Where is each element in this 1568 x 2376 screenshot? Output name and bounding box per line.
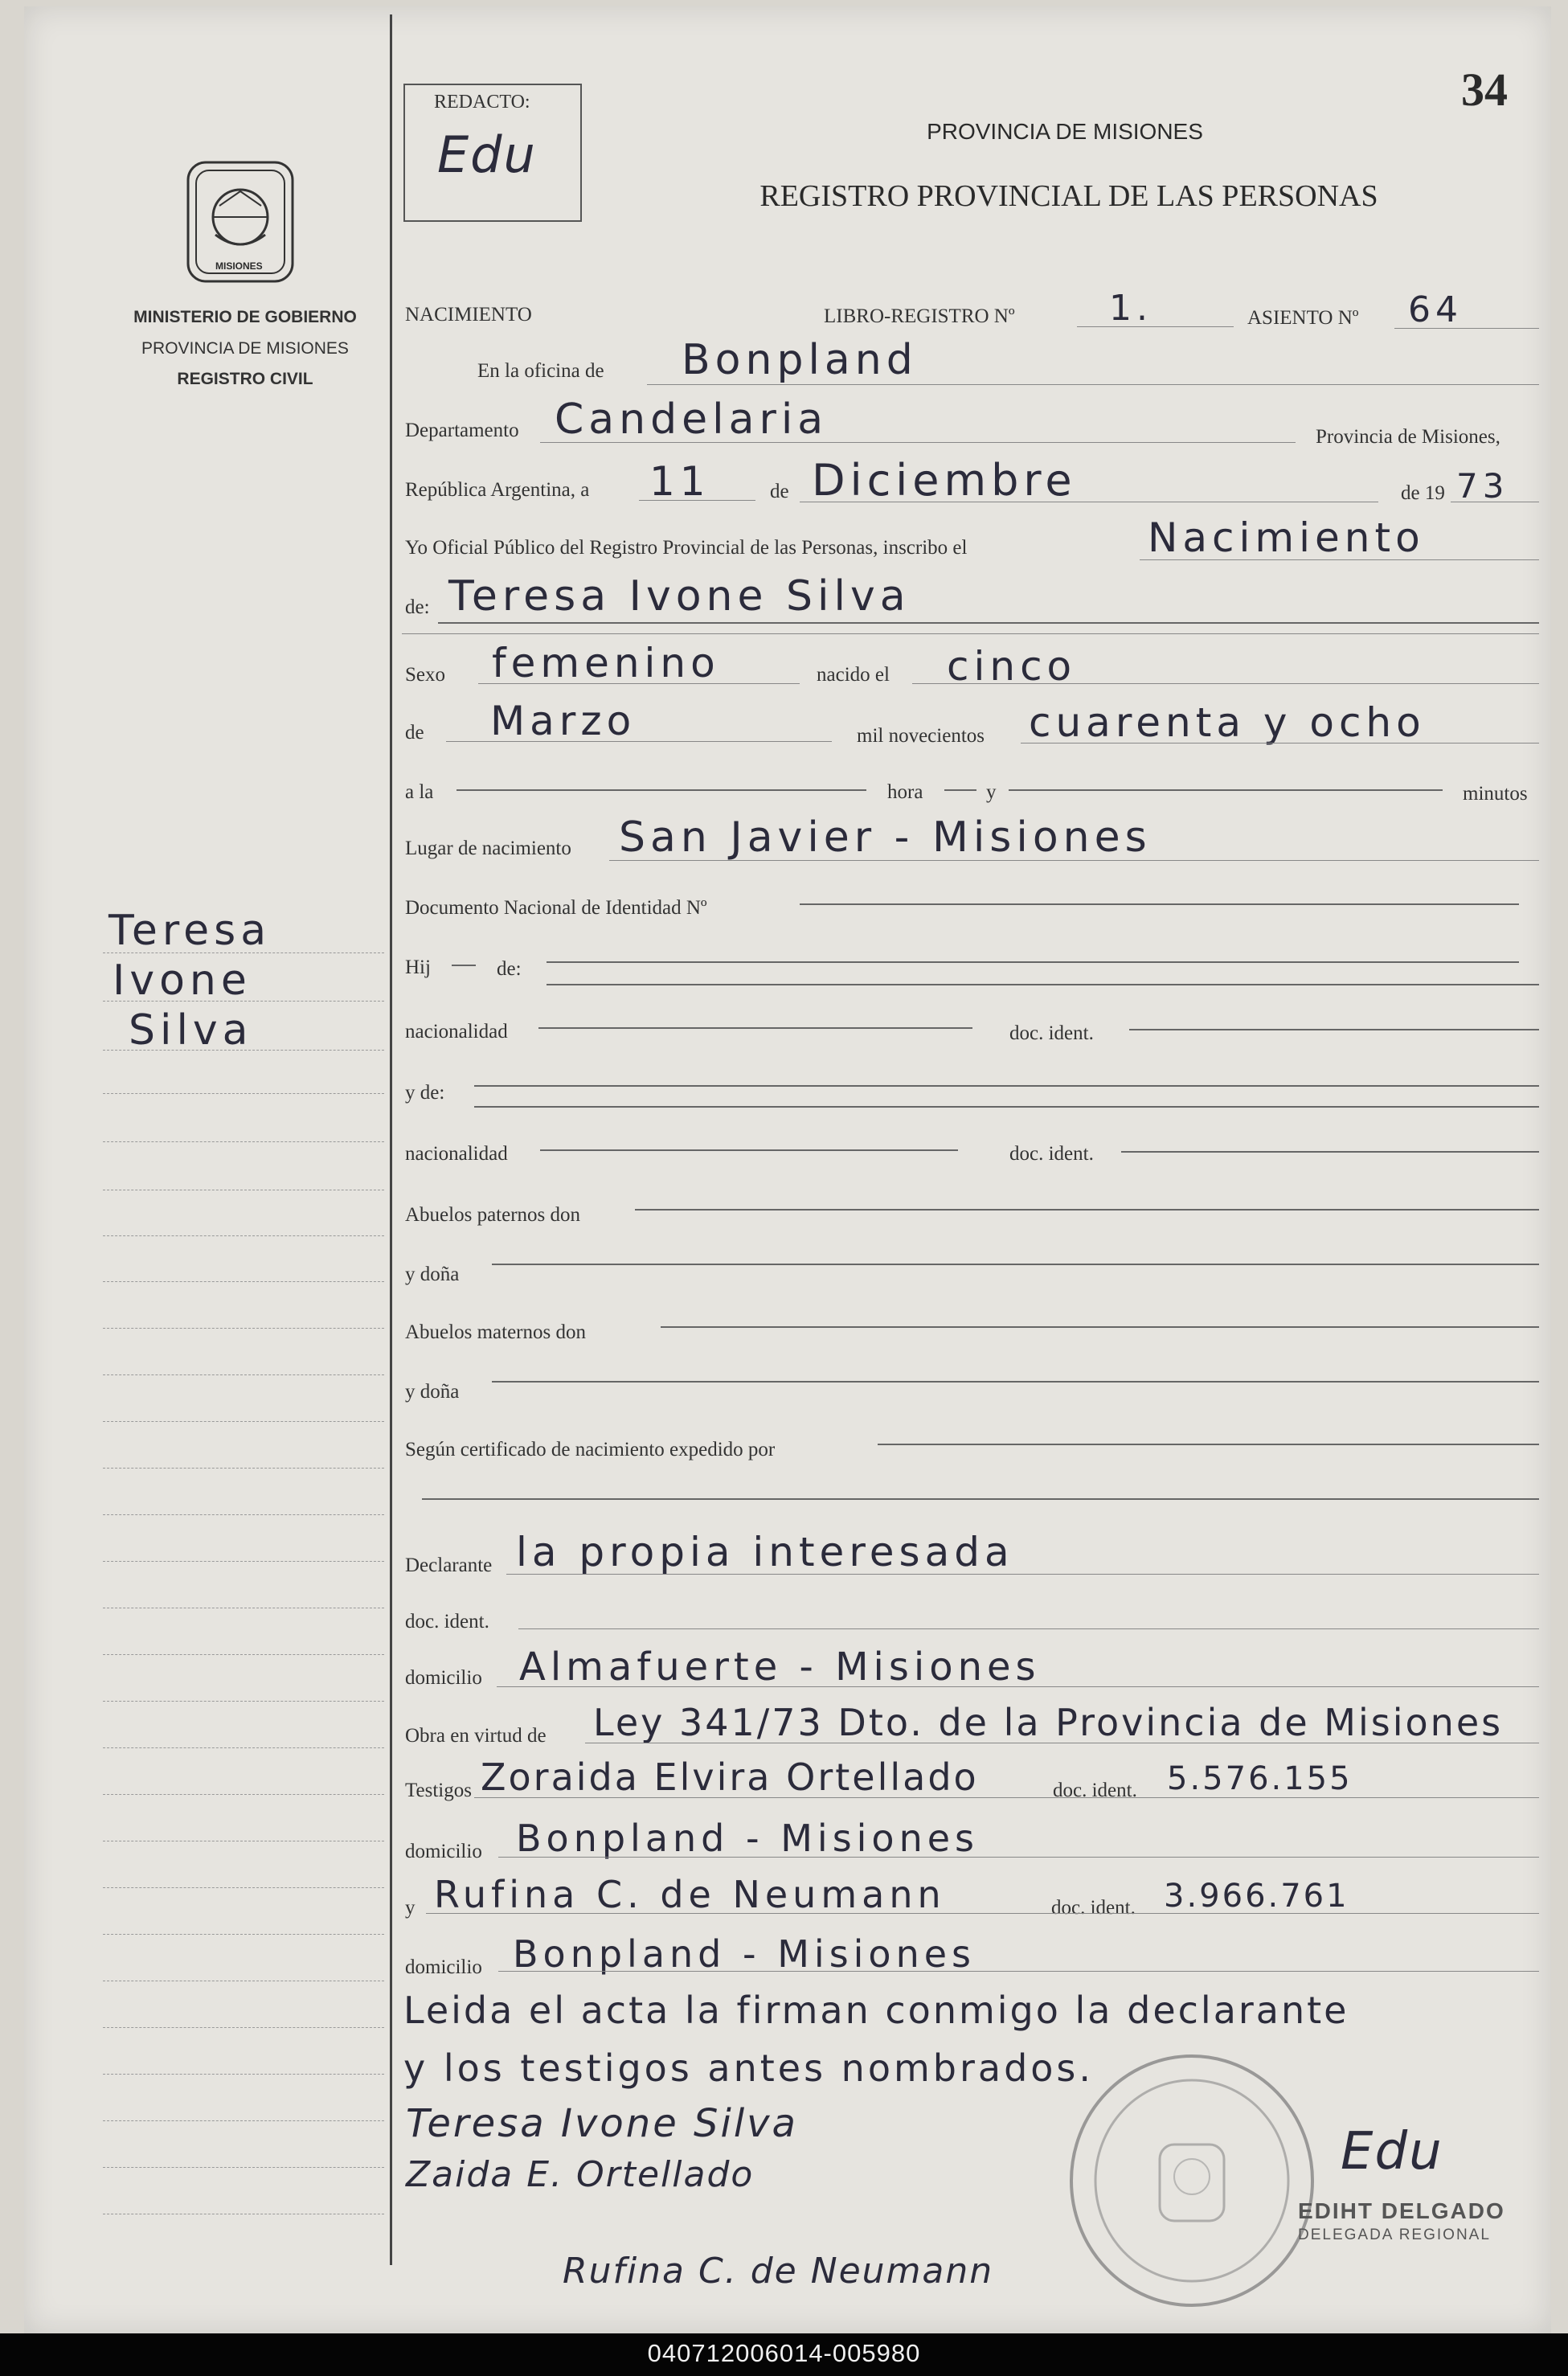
- official-seal-icon: [1059, 2048, 1324, 2317]
- departamento-label: Departamento: [405, 420, 519, 441]
- day-value: 11: [649, 458, 710, 505]
- crest-icon: [183, 158, 297, 290]
- domicilio2-label: domicilio: [405, 1841, 482, 1862]
- provincia-suffix: Provincia de Misiones,: [1316, 426, 1500, 448]
- de-name-label: de:: [405, 596, 430, 618]
- y-dona-label: y doña: [405, 1264, 460, 1285]
- testigo2-value: Rufina C. de Neumann: [434, 1873, 946, 1916]
- libro-value: 1.: [1109, 288, 1152, 329]
- dni-label: Documento Nacional de Identidad Nº: [405, 897, 707, 919]
- mil-label: mil novecientos: [857, 725, 985, 747]
- libro-label: LIBRO-REGISTRO Nº: [824, 305, 1015, 327]
- mil-value: cuarenta y ocho: [1029, 699, 1426, 746]
- y-label: y: [986, 781, 997, 803]
- domicilio3-value: Bonpland - Misiones: [513, 1932, 976, 1976]
- de-year-label: de 19: [1401, 482, 1445, 504]
- abuelos-maternos-label: Abuelos maternos don: [405, 1321, 586, 1343]
- registry-label: REGISTRO CIVIL: [177, 370, 313, 388]
- header-province: PROVINCIA DE MISIONES: [927, 119, 1203, 144]
- redacto-initials: Edu: [437, 125, 537, 184]
- margin-divider: [390, 14, 392, 2265]
- official-signature: Edu: [1341, 2122, 1443, 2181]
- margin-name-2: Ivone: [113, 957, 252, 1005]
- doc-ident2-label: doc. ident.: [1009, 1143, 1094, 1165]
- declarante-value: la propia interesada: [516, 1529, 1014, 1575]
- doc-ident3-label: doc. ident.: [405, 1611, 489, 1632]
- inscribo-value: Nacimiento: [1148, 514, 1425, 561]
- testigos-label: Testigos: [405, 1780, 472, 1801]
- redacto-box: [403, 84, 582, 222]
- closing-line-1: Leida el acta la firman conmigo la declarante: [403, 1989, 1349, 2032]
- signature-zaida: Zaida E. Ortellado: [406, 2154, 755, 2195]
- redacto-label: REDACTO:: [434, 92, 530, 113]
- testigo2-doc-label: doc. ident.: [1051, 1897, 1136, 1919]
- de-month-label: de: [405, 722, 424, 744]
- certificado-label: Según certificado de nacimiento expedido por: [405, 1439, 776, 1460]
- nacionalidad-label: nacionalidad: [405, 1021, 508, 1043]
- nacionalidad2-label: nacionalidad: [405, 1143, 508, 1165]
- departamento-value: Candelaria: [555, 395, 829, 444]
- year-value: 73: [1456, 466, 1509, 506]
- asiento-label: ASIENTO Nº: [1247, 307, 1359, 329]
- obra-value: Ley 341/73 Dto. de la Provincia de Misiones: [593, 1701, 1504, 1744]
- obra-label: Obra en virtud de: [405, 1725, 547, 1747]
- official-name: EDIHT DELGADO: [1298, 2198, 1505, 2223]
- y-testigo-label: y: [405, 1897, 416, 1919]
- y-de-label: y de:: [405, 1082, 445, 1104]
- hij-label: Hij: [405, 957, 431, 978]
- hij-de-label: de:: [497, 958, 522, 980]
- lugar-value: San Javier - Misiones: [619, 813, 1152, 862]
- domicilio-value: Almafuerte - Misiones: [519, 1645, 1041, 1690]
- minutos-label: minutos: [1463, 783, 1528, 805]
- yo-oficial-label: Yo Oficial Público del Registro Provincial de las Personas, inscribo el: [405, 537, 968, 559]
- domicilio2-value: Bonpland - Misiones: [516, 1817, 979, 1860]
- margin-name-1: Teresa: [108, 907, 272, 955]
- month-value: Diciembre: [812, 455, 1077, 506]
- domicilio-label: domicilio: [405, 1667, 482, 1689]
- asiento-value: 64: [1408, 289, 1463, 330]
- a-la-label: a la: [405, 781, 434, 803]
- birth-month-value: Marzo: [490, 698, 637, 744]
- nacido-value: cinco: [947, 643, 1077, 690]
- closing-line-2: y los testigos antes nombrados.: [403, 2046, 1095, 2090]
- lugar-label: Lugar de nacimiento: [405, 838, 571, 859]
- domicilio3-label: domicilio: [405, 1956, 482, 1978]
- oficina-value: Bonpland: [682, 336, 918, 384]
- declarante-label: Declarante: [405, 1555, 493, 1576]
- republica-label: República Argentina, a: [405, 479, 590, 501]
- page-number: 34: [1461, 63, 1508, 116]
- footer-id: 040712006014-005980: [647, 2339, 921, 2367]
- ministry-label: MINISTERIO DE GOBIERNO: [133, 308, 357, 326]
- nacido-label: nacido el: [817, 664, 890, 686]
- name-value: Teresa Ivone Silva: [448, 572, 911, 621]
- testigo1-doc-value: 5.576.155: [1167, 1760, 1353, 1797]
- province-label-left: PROVINCIA DE MISIONES: [141, 339, 349, 358]
- header-title: REGISTRO PROVINCIAL DE LAS PERSONAS: [759, 179, 1378, 213]
- official-title: DELEGADA REGIONAL: [1298, 2226, 1491, 2243]
- testigo1-doc-label: doc. ident.: [1053, 1780, 1137, 1801]
- type-label: NACIMIENTO: [405, 304, 532, 326]
- hora-label: hora: [887, 781, 923, 803]
- doc-ident-label: doc. ident.: [1009, 1022, 1094, 1044]
- signature-teresa: Teresa Ivone Silva: [406, 2101, 798, 2146]
- margin-name-3: Silva: [129, 1006, 253, 1055]
- oficina-label: En la oficina de: [477, 360, 604, 382]
- sexo-value: femenino: [492, 640, 720, 686]
- abuelos-paternos-label: Abuelos paternos don: [405, 1204, 581, 1226]
- de-label: de: [770, 481, 789, 502]
- testigo2-doc-value: 3.966.761: [1164, 1878, 1349, 1915]
- sexo-label: Sexo: [405, 664, 445, 686]
- signature-rufina: Rufina C. de Neumann: [563, 2251, 994, 2292]
- y-dona2-label: y doña: [405, 1381, 460, 1403]
- testigo1-value: Zoraida Elvira Ortellado: [481, 1755, 979, 1799]
- crest-label: MISIONES: [215, 260, 263, 272]
